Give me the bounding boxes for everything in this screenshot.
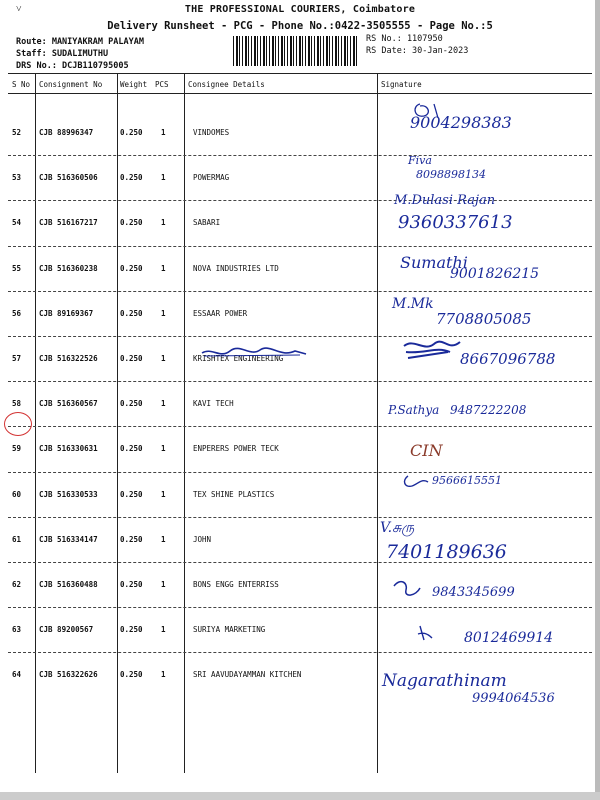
signature-58-name: P.Sathya (388, 403, 440, 417)
cell-consignee: SRI AAVUDAYAMMAN KITCHEN (193, 670, 302, 680)
cell-weight: 0.250 (120, 580, 143, 589)
cell-consignment: CJB 516360567 (39, 399, 98, 409)
cell-pcs: 1 (161, 670, 166, 680)
cell-consignment: CJB 88996347 (39, 128, 94, 137)
runsheet-subtitle: Delivery Runsheet - PCG - Phone No.:0422-3505555 - Page No.:5 (107, 20, 493, 32)
cell-sno: 53 (12, 173, 22, 183)
cell-consignee: NOVA INDUSTRIES LTD (193, 263, 279, 273)
signature-54-name: M.Dulasi Rajan (394, 193, 496, 208)
cell-sno: 59 (12, 444, 22, 454)
scribble-signature-57 (404, 342, 460, 358)
cell-consignee: BONS ENGG ENTERRISS (193, 580, 279, 589)
cell-consignment: CJB 516334147 (39, 534, 98, 544)
signature-52: 9004298383 (410, 113, 512, 132)
signature-53: 8098898134 (416, 168, 486, 181)
rs-number: RS No.: 1107950 (366, 34, 443, 44)
route-label: Route: MANIYAKRAM PALAYAM (16, 37, 144, 47)
cell-pcs: 1 (161, 399, 166, 409)
signature-56: 7708805085 (436, 310, 532, 328)
signature-61: 7401189636 (386, 541, 507, 563)
cell-consignment: CJB 516322626 (39, 670, 98, 680)
col-divider (377, 73, 378, 773)
signature-55-name: Sumathi (400, 253, 468, 272)
cell-consignee: SURIYA MARKETING (193, 625, 266, 635)
cell-pcs: 1 (161, 580, 166, 589)
signature-61-name: V.சுரு (380, 520, 415, 536)
signature-58: 9487222208 (450, 403, 527, 417)
signature-53-name: Fiva (408, 154, 432, 167)
cell-sno: 52 (12, 128, 22, 137)
cell-pcs: 1 (161, 489, 166, 499)
cell-sno: 64 (12, 670, 22, 680)
cell-sno: 61 (12, 534, 22, 544)
cell-consignment: CJB 89169367 (39, 308, 94, 318)
rs-date: RS Date: 30-Jan-2023 (366, 46, 469, 56)
cell-weight: 0.250 (120, 489, 143, 499)
signature-63: 8012469914 (464, 630, 554, 646)
red-circle-mark (4, 412, 32, 436)
cell-consignee: SABARI (193, 218, 221, 228)
cell-sno: 56 (12, 308, 22, 318)
cell-sno: 63 (12, 625, 22, 635)
cell-consignee: POWERMAG (193, 173, 230, 183)
scan-mark: ˅ (16, 4, 22, 15)
signature-54: 9360337613 (398, 212, 513, 233)
cell-pcs: 1 (161, 263, 166, 273)
col-weight: Weight (120, 80, 148, 89)
col-consignment: Consignment No (39, 80, 103, 89)
cell-consignee: TEX SHINE PLASTICS (193, 489, 275, 499)
cell-sno: 54 (12, 218, 22, 228)
cell-pcs: 1 (161, 173, 166, 183)
signature-56-name: M.Mk (392, 296, 434, 312)
signature-64: 9994064536 (472, 691, 555, 706)
staff-label: Staff: SUDALIMUTHU (16, 49, 109, 59)
col-divider (117, 73, 118, 773)
cell-consignment: CJB 516360488 (39, 580, 98, 589)
signature-60: 9566615551 (432, 474, 502, 487)
cell-consignment: CJB 516360238 (39, 263, 98, 273)
col-sno: S No (12, 80, 31, 89)
header-bottom-rule (8, 93, 592, 94)
initials-scrawl (418, 626, 432, 640)
company-title: THE PROFESSIONAL COURIERS, Coimbatore (184, 4, 416, 15)
cell-sno: 55 (12, 263, 22, 273)
cell-sno: 62 (12, 580, 22, 589)
cell-weight: 0.250 (120, 173, 143, 183)
cell-consignment: CJB 516330533 (39, 489, 98, 499)
drs-number: DRS No.: DCJB110795005 (16, 61, 129, 71)
cell-weight: 0.250 (120, 128, 143, 137)
cell-pcs: 1 (161, 534, 166, 544)
signature-57: 8667096788 (460, 350, 556, 368)
scribble-mark (200, 345, 310, 361)
cell-pcs: 1 (161, 444, 166, 454)
cell-consignee: VINDOMES (193, 128, 230, 137)
col-divider (35, 73, 36, 773)
signature-64-name: Nagarathinam (382, 671, 507, 691)
signature-55: 9001826215 (450, 266, 540, 282)
cell-sno: 58 (12, 399, 22, 409)
cell-consignment: CJB 516322526 (39, 354, 98, 363)
cell-consignee: KAVI TECH (193, 399, 234, 409)
col-divider (184, 73, 185, 773)
signature-layer (380, 96, 592, 776)
cell-weight: 0.250 (120, 444, 143, 454)
signature-59: CIN (410, 441, 443, 460)
scan-edge (0, 792, 600, 800)
cell-sno: 60 (12, 489, 22, 499)
cell-consignee: ESSAAR POWER (193, 308, 248, 318)
col-pcs: PCS (155, 80, 169, 89)
cell-weight: 0.250 (120, 354, 143, 363)
cell-weight: 0.250 (120, 625, 143, 635)
cell-weight: 0.250 (120, 399, 143, 409)
col-consignee: Consignee Details (188, 80, 265, 89)
cell-pcs: 1 (161, 308, 166, 318)
cell-weight: 0.250 (120, 670, 143, 680)
barcode (233, 36, 357, 66)
cell-weight: 0.250 (120, 534, 143, 544)
table-top-rule (8, 73, 592, 74)
cell-consignment: CJB 516360506 (39, 173, 98, 183)
cell-pcs: 1 (161, 128, 166, 137)
cell-pcs: 1 (161, 354, 166, 363)
cell-sno: 57 (12, 354, 22, 363)
cell-consignment: CJB 516167217 (39, 218, 98, 228)
cell-pcs: 1 (161, 218, 166, 228)
cell-consignment: CJB 516330631 (39, 444, 98, 454)
signature-62: 9843345699 (432, 585, 515, 600)
cell-weight: 0.250 (120, 308, 143, 318)
initials-scrawl (405, 476, 428, 486)
cell-pcs: 1 (161, 625, 166, 635)
cell-weight: 0.250 (120, 263, 143, 273)
cell-consignee: KRISHTEX ENGINEERING (193, 354, 284, 363)
cell-weight: 0.250 (120, 218, 143, 228)
initials-scrawl (394, 582, 420, 595)
cell-consignment: CJB 89200567 (39, 625, 94, 635)
cell-consignee: ENPERERS POWER TECK (193, 444, 279, 454)
col-signature: Signature (381, 80, 422, 89)
scan-edge (595, 0, 600, 800)
cell-consignee: JOHN (193, 534, 212, 544)
